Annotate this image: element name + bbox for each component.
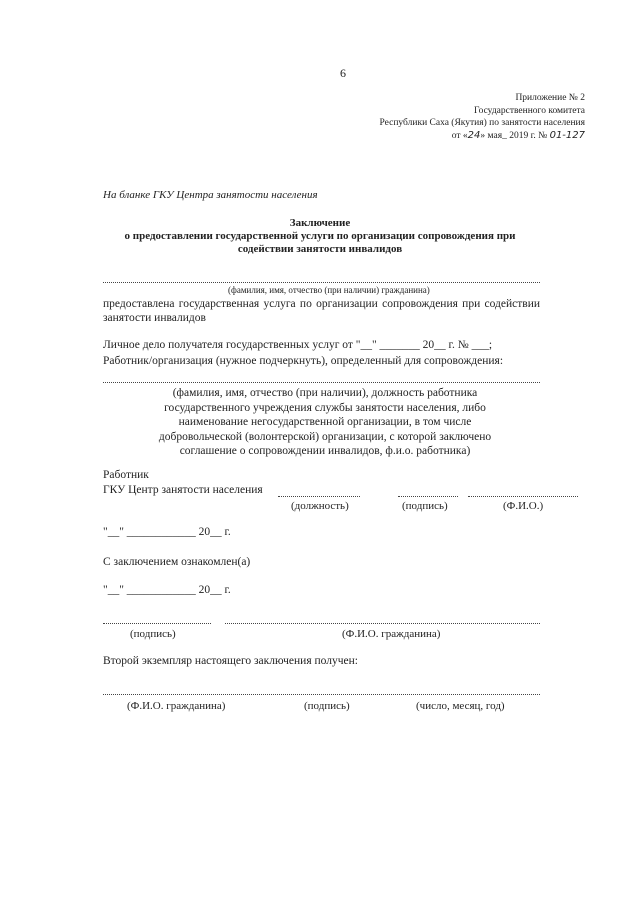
date-line-1: "__" ____________ 20__ г. bbox=[103, 526, 231, 538]
fio-caption: (фамилия, имя, отчество (при наличии) гражданина) bbox=[228, 285, 430, 295]
position-caption: (должность) bbox=[291, 500, 349, 512]
worker-caption-line-1: (фамилия, имя, отчество (при наличии), должность работника bbox=[172, 387, 478, 399]
citizen-sign-fill-line bbox=[103, 623, 211, 624]
fio-short-caption: (Ф.И.О.) bbox=[503, 500, 544, 512]
signature-center-label: ГКУ Центр занятости населения bbox=[103, 484, 263, 496]
receipt-fill-line bbox=[103, 694, 540, 695]
citizen-fio-caption: (Ф.И.О. гражданина) bbox=[342, 628, 441, 640]
date-line-2: "__" ____________ 20__ г. bbox=[103, 584, 231, 596]
worker-fill-line bbox=[103, 382, 540, 383]
appendix-day-handwritten: 24 bbox=[467, 129, 481, 141]
fio-short-fill-line bbox=[468, 496, 578, 497]
appendix-date-prefix: от « bbox=[451, 130, 468, 141]
citizen-fio-fill-line bbox=[225, 623, 540, 624]
document-title bbox=[100, 217, 540, 256]
sign-fill-line bbox=[398, 496, 458, 497]
page-number: 6 bbox=[340, 66, 346, 80]
second-copy-label: Второй экземпляр настоящего заключения получен: bbox=[103, 655, 358, 667]
receipt-sign-caption: (подпись) bbox=[304, 700, 350, 712]
title-line-2: о предоставлении государственной услуги по организации сопровождения при bbox=[124, 230, 516, 242]
sign-caption: (подпись) bbox=[402, 500, 448, 512]
personal-file-line: Личное дело получателя государственных услуг от "__" _______ 20__ г. № ___; bbox=[103, 339, 493, 351]
worker-caption-line-5: соглашение о сопровождении инвалидов, ф.и.о. работника) bbox=[179, 445, 471, 457]
receipt-fio-caption: (Ф.И.О. гражданина) bbox=[127, 700, 226, 712]
citizen-sign-caption: (подпись) bbox=[130, 628, 176, 640]
appendix-block bbox=[380, 92, 586, 142]
appendix-number-handwritten: 01-127 bbox=[549, 129, 585, 141]
worker-caption-line-2: государственного учреждения службы занятости населения, либо bbox=[164, 401, 486, 414]
worker-caption bbox=[150, 386, 500, 459]
appendix-line-4 bbox=[380, 130, 586, 143]
title-line-3: содействии занятости инвалидов bbox=[237, 243, 403, 255]
acquainted-label: С заключением ознакомлен(а) bbox=[103, 556, 251, 568]
appendix-line-3: Республики Саха (Якутия) по занятости населения bbox=[379, 118, 585, 128]
appendix-line-2: Государственного комитета bbox=[473, 105, 585, 116]
provided-text: предоставлена государственная услуга по организации сопровождения при содействии занятости инвалидов bbox=[103, 298, 540, 324]
signature-worker-label: Работник bbox=[103, 469, 149, 481]
position-fill-line bbox=[278, 496, 360, 497]
title-line-1: Заключение bbox=[289, 217, 351, 229]
appendix-date-mid: » мая_ 2019 г. № bbox=[480, 130, 548, 141]
blank-note: На бланке ГКУ Центра занятости населения bbox=[103, 189, 318, 201]
appendix-line-1: Приложение № 2 bbox=[515, 93, 585, 103]
fio-fill-line bbox=[103, 282, 540, 283]
receipt-date-caption: (число, месяц, год) bbox=[416, 700, 505, 712]
worker-caption-line-3: наименование негосударственной организации, в том числе bbox=[178, 416, 472, 428]
worker-org-line: Работник/организация (нужное подчеркнуть), определенный для сопровождения: bbox=[103, 355, 504, 367]
worker-caption-line-4: добровольческой (волонтерской) организации, с которой заключено bbox=[158, 430, 492, 443]
